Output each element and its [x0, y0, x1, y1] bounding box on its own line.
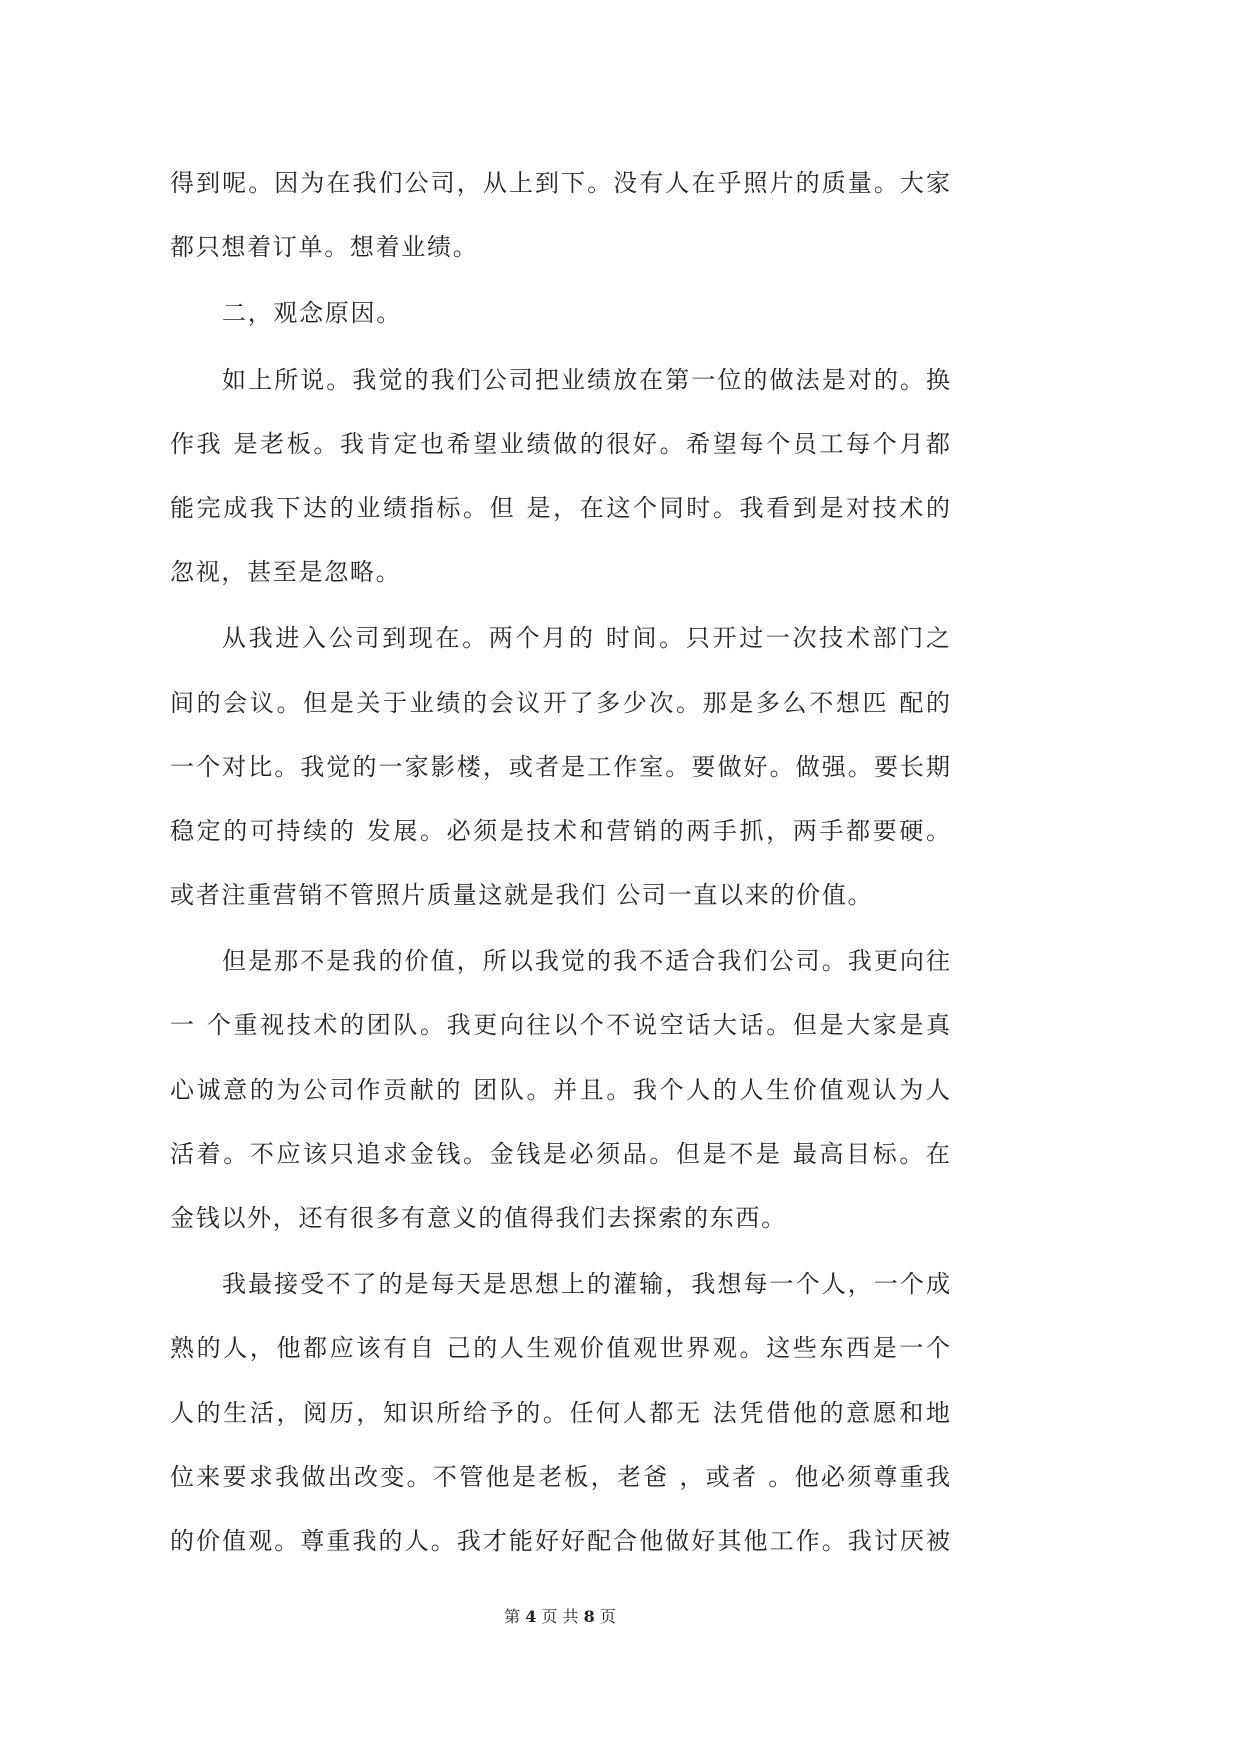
text-line: 人的生活，阅历，知识所给予的。任何人都无 法凭借他的意愿和地 [170, 1398, 950, 1427]
text-line: 作我 是老板。我肯定也希望业绩做的很好。希望每个员工每个月都 [170, 429, 950, 458]
text-line: 能完成我下达的业绩指标。但 是，在这个同时。我看到是对技术的 [170, 493, 950, 522]
footer-total-unit: 页 [599, 1607, 616, 1626]
paragraph [170, 1252, 950, 1573]
text-line: 的价值观。尊重我的人。我才能好好配合他做好其他工作。我讨厌被 [170, 1526, 950, 1555]
current-page-number: 4 [525, 1607, 537, 1626]
text-line: 心诚意的为公司作贡献的 团队。并且。我个人的人生价值观认为人 [170, 1075, 950, 1104]
text-line: 活着。不应该只追求金钱。金钱是必须品。但是不是 最高目标。在 [170, 1139, 950, 1168]
footer-page-unit: 页 [541, 1607, 558, 1626]
paragraph [170, 606, 950, 927]
text-line: 我最接受不了的是每天是思想上的灌输，我想每一个人，一个成 [222, 1270, 950, 1299]
total-pages-number: 8 [583, 1607, 595, 1626]
heading-line: 二，观念原因。 [222, 299, 402, 328]
text-line: 熟的人，他都应该有自 己的人生观价值观世界观。这些东西是一个 [170, 1334, 950, 1363]
page-footer [170, 1605, 950, 1629]
text-line: 得到呢。因为在我们公司，从上到下。没有人在乎照片的质量。大家 [170, 169, 950, 197]
paragraph [170, 929, 950, 1250]
paragraph [170, 151, 950, 279]
paragraph [170, 348, 950, 605]
text-line: 位来要求我做出改变。不管他是老板，老爸 ，或者 。他必须尊重我 [170, 1462, 950, 1491]
text-line: 从我进入公司到现在。两个月的 时间。只开过一次技术部门之 [222, 624, 950, 653]
text-line: 金钱以外，还有很多有意义的值得我们去探索的东西。 [170, 1204, 787, 1232]
section-heading [170, 281, 950, 345]
text-line: 忽视，甚至是忽略。 [170, 558, 402, 587]
text-line: 一个对比。我觉的一家影楼，或者是工作室。要做好。做强。要长期 [170, 752, 950, 781]
text-line: 如上所说。我觉的我们公司把业绩放在第一位的做法是对的。换 [222, 365, 950, 394]
text-line: 稳定的可持续的 发展。必须是技术和营销的两手抓，两手都要硬。 [170, 816, 950, 845]
body-text [170, 151, 950, 1573]
text-line: 一 个重视技术的团队。我更向往以个不说空话大话。但是大家是真 [170, 1011, 950, 1040]
footer-total-word: 共 [562, 1607, 579, 1626]
text-line: 都只想着订单。想着业绩。 [170, 233, 479, 262]
text-line: 间的会议。但是关于业绩的会议开了多少次。那是多么不想匹 配的 [170, 688, 950, 717]
footer-page-word: 第 [504, 1607, 521, 1626]
text-line: 或者注重营销不管照片质量这就是我们 公司一直以来的价值。 [170, 881, 874, 910]
text-line: 但是那不是我的价值，所以我觉的我不适合我们公司。我更向往 [222, 947, 950, 976]
